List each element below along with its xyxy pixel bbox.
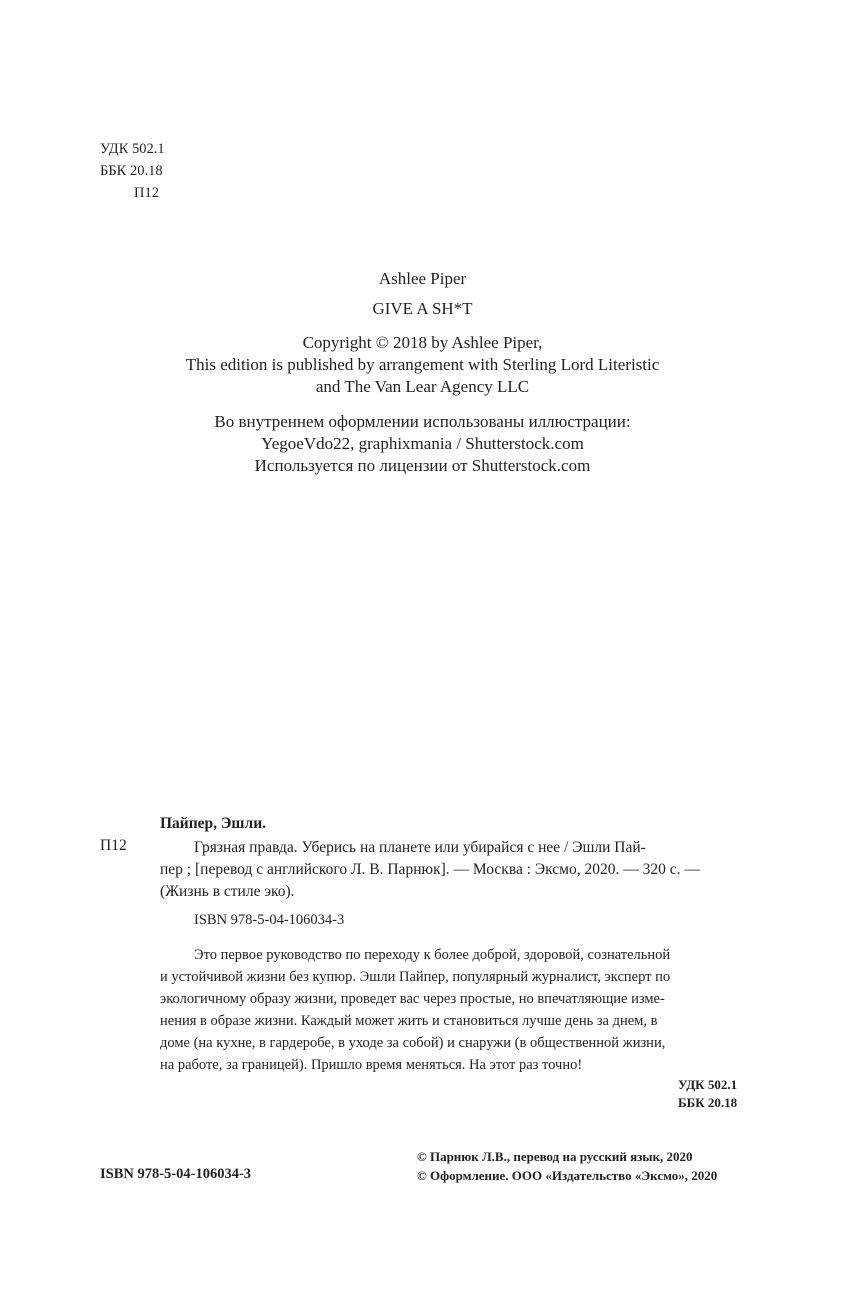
annotation-line: Это первое руководство по переходу к более доброй, здоровой, сознательной (194, 947, 671, 963)
illustrations-line: Во внутреннем оформлении использованы иллюстрации: (214, 412, 631, 431)
biblio-description (160, 837, 750, 903)
biblio-author: Пайпер, Эшли. (160, 815, 267, 832)
illustrations-credit (0, 411, 845, 477)
biblio-description-line: пер ; [перевод с английского Л. В. Парнюк]. — Москва : Эксмо, 2020. — 320 с. — (160, 861, 700, 878)
copyright-line: Copyright © 2018 by Ashlee Piper, (302, 333, 543, 352)
footer-copyrights (417, 1147, 717, 1185)
biblio-isbn: ISBN 978-5-04-106034-3 (194, 912, 345, 928)
original-title: GIVE A SH*T (372, 299, 473, 318)
copyright-line: and The Van Lear Agency LLC (315, 377, 530, 396)
copyright-notice (0, 332, 845, 398)
copyright-line: This edition is published by arrangement with Sterling Lord Literistic (185, 355, 660, 374)
bbk-code-bottom: ББК 20.18 (678, 1095, 738, 1110)
udk-code: УДК 502.1 (100, 141, 165, 157)
biblio-description-line: Грязная правда. Уберись на планете или убирайся с нее / Эшли Пай- (194, 839, 646, 856)
classification-codes-top (100, 138, 165, 204)
annotation-line: экологичному образу жизни, проведет вас через простые, но впечатляющие изме- (160, 991, 665, 1007)
bbk-code: ББК 20.18 (100, 163, 163, 179)
annotation-line: на работе, за границей). Пришло время меняться. На этот раз точно! (160, 1057, 583, 1073)
annotation (160, 944, 750, 1076)
footer-isbn: ISBN 978-5-04-106034-3 (100, 1166, 252, 1182)
author-mark: П12 (134, 185, 159, 201)
annotation-line: нения в образе жизни. Каждый может жить и становиться лучше день за днем, в (160, 1013, 658, 1029)
annotation-line: и устойчивой жизни без купюр. Эшли Пайпер, популярный журналист, эксперт по (160, 969, 671, 985)
translation-copyright: © Парнюк Л.В., перевод на русский язык, 2020 (417, 1149, 693, 1164)
annotation-line: доме (на кухне, в гардеробе, в уходе за собой) и снаружи (в общественной жизни, (160, 1035, 666, 1051)
original-author: Ashlee Piper (378, 269, 467, 288)
biblio-description-line: (Жизнь в стиле эко). (160, 883, 295, 900)
design-copyright: © Оформление. ООО «Издательство «Эксмо», 2020 (417, 1168, 718, 1183)
udk-code-bottom: УДК 502.1 (678, 1077, 738, 1092)
biblio-author-mark: П12 (100, 837, 127, 854)
illustrations-line: Используется по лицензии от Shutterstock.com (254, 456, 591, 475)
illustrations-line: YegoeVdo22, graphixmania / Shutterstock.com (261, 434, 584, 453)
classification-codes-bottom (678, 1076, 737, 1112)
